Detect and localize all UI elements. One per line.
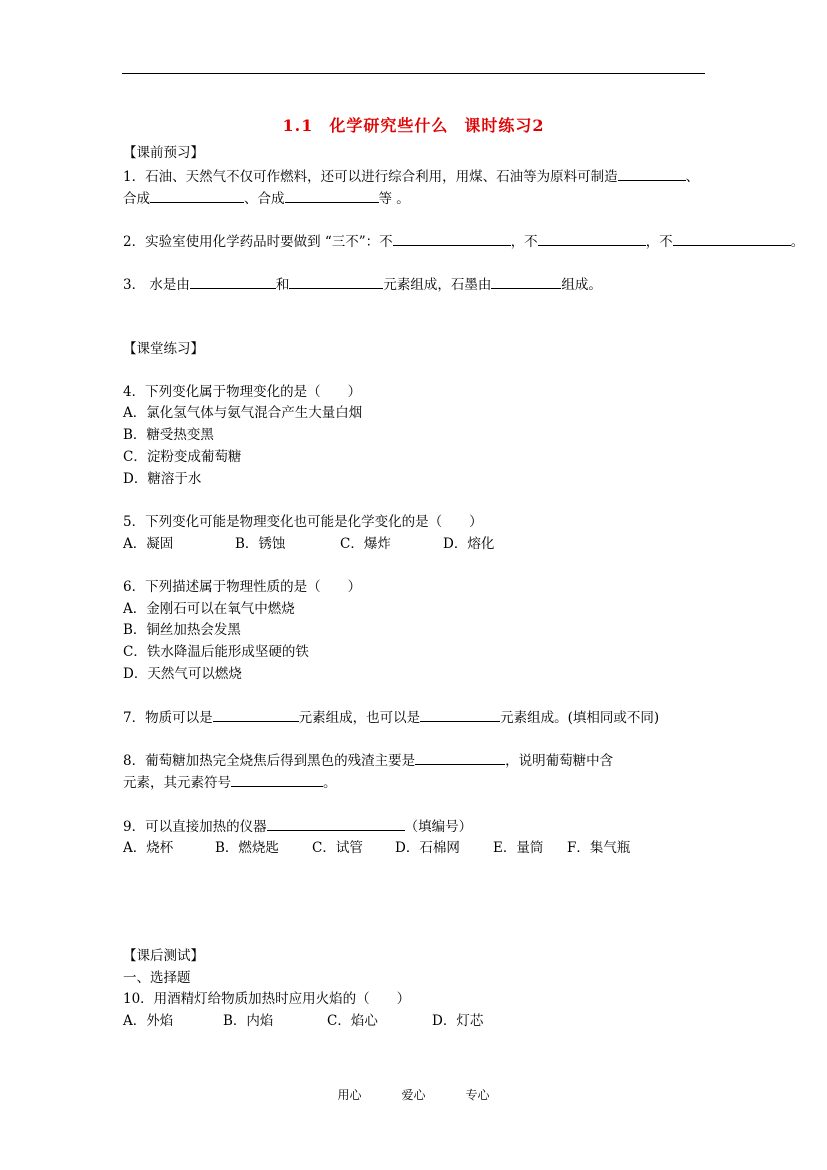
q9-text-b: （填编号） [404,819,473,835]
q2-text-b: ，不 [510,234,538,250]
q3-blank-2[interactable] [289,275,383,289]
q5-option-d[interactable]: D．熔化 [443,536,495,552]
q10-options [123,1012,483,1030]
q1-text-a: 1．石油、天然气不仅可作燃料，还可以进行综合利用，用煤、石油等为原料可制造 [123,169,618,185]
q5-option-b[interactable]: B．锈蚀 [235,536,286,552]
q5-option-c[interactable]: C．爆炸 [340,536,391,552]
q9-option-f[interactable]: F．集气瓶 [567,840,631,856]
question-9-stem [123,817,472,836]
question-7 [123,708,659,727]
q9-option-b[interactable]: B．燃烧匙 [215,840,279,856]
q9-options [123,839,630,857]
q4-option-c[interactable]: C．淀粉变成葡萄糖 [123,449,242,465]
q6-option-b[interactable]: B．铜丝加热会发黑 [123,622,241,638]
q4-option-b[interactable]: B．糖受热变黑 [123,427,214,443]
question-1-line1 [123,167,699,186]
question-10-stem: 10．用酒精灯给物质加热时应用火焰的（ ） [123,991,411,1007]
q7-text-a: 7．物质可以是 [123,710,213,726]
question-8-line2 [123,773,337,792]
question-8-line1 [123,751,613,770]
q4-option-a[interactable]: A．氯化氢气体与氨气混合产生大量白烟 [123,405,363,421]
q9-blank[interactable] [267,817,405,831]
q3-blank-1[interactable] [190,275,276,289]
q3-text-a: 3． 水是由 [123,277,190,293]
q9-option-d[interactable]: D．石棉网 [395,840,460,856]
q5-option-a[interactable]: A．凝固 [123,536,174,552]
q6-option-a[interactable]: A．金刚石可以在氧气中燃烧 [123,601,295,617]
q8-blank-2[interactable] [231,773,323,787]
section-class: 【课堂练习】 [123,341,204,357]
question-5-stem: 5．下列变化可能是物理变化也可能是化学变化的是（ ） [123,514,483,530]
q7-text-c: 元素组成。(填相同或不同) [500,710,660,726]
q4-option-d[interactable]: D．糖溶于水 [123,471,202,487]
q8-text-a: 8．葡萄糖加热完全烧焦后得到黑色的残渣主要是 [123,753,416,769]
q3-text-b: 和 [275,277,290,293]
q5-options [123,535,494,553]
q7-blank-2[interactable] [420,708,500,722]
q10-option-c[interactable]: C．焰心 [327,1013,378,1029]
page-footer [0,1086,827,1103]
footer-item-2: 爱心 [401,1088,426,1102]
q1-blank-1[interactable] [618,167,686,181]
q8-blank-1[interactable] [415,751,505,765]
q9-option-a[interactable]: A．烧杯 [123,840,174,856]
q3-text-d: 组成。 [561,277,602,293]
question-1-line2 [123,189,410,208]
q1-text-e: 等 。 [378,191,410,207]
q2-blank-2[interactable] [538,232,646,246]
q1-text-c: 合成 [123,191,150,207]
q1-text-d: 、合成 [244,191,285,207]
title-number: 1.1 [282,116,314,135]
q6-option-d[interactable]: D．天然气可以燃烧 [123,666,242,682]
q10-option-a[interactable]: A．外焰 [123,1013,174,1029]
title-sub: 课时练习2 [464,116,545,135]
q1-blank-2[interactable] [150,189,244,203]
header-rule [122,73,705,74]
q8-text-b: ，说明葡萄糖中含 [505,753,614,769]
footer-item-1: 用心 [337,1088,362,1102]
q2-blank-3[interactable] [673,232,791,246]
q3-blank-3[interactable] [491,275,561,289]
section-after: 【课后测试】 [123,948,204,964]
q2-text-a: 2．实验室使用化学药品时要做到 “三不”：不 [123,234,393,250]
q6-option-c[interactable]: C．铁水降温后能形成坚硬的铁 [123,644,309,660]
question-3 [123,275,602,294]
q1-text-b: 、 [685,169,700,185]
question-4-stem: 4．下列变化属于物理变化的是（ ） [123,384,362,400]
q7-blank-1[interactable] [213,708,299,722]
page-title [0,113,827,136]
part-heading: 一、选择题 [123,970,191,986]
section-preview: 【课前预习】 [123,145,204,161]
q9-option-c[interactable]: C．试管 [312,840,363,856]
q2-text-c: ，不 [645,234,673,250]
q3-text-c: 元素组成，石墨由 [383,277,492,293]
footer-item-3: 专心 [465,1088,490,1102]
q9-text-a: 9．可以直接加热的仪器 [123,819,267,835]
title-topic: 化学研究些什么 [329,116,449,135]
q7-text-b: 元素组成，也可以是 [298,710,421,726]
q2-text-d: 。 [790,234,805,250]
q9-option-e[interactable]: E．量筒 [493,840,544,856]
q10-option-d[interactable]: D．灯芯 [432,1013,484,1029]
q8-text-c: 元素，其元素符号 [123,775,231,791]
question-6-stem: 6．下列描述属于物理性质的是（ ） [123,579,362,595]
q8-text-d: 。 [323,775,337,791]
question-2 [123,232,804,251]
q1-blank-3[interactable] [285,189,379,203]
q10-option-b[interactable]: B．内焰 [223,1013,274,1029]
q2-blank-1[interactable] [393,232,511,246]
